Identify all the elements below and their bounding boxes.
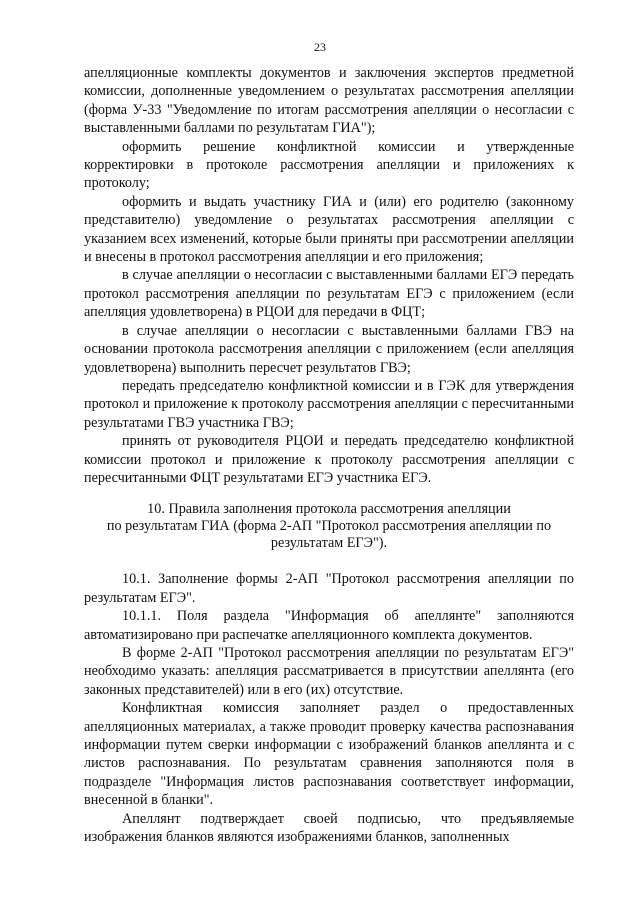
paragraph: оформить решение конфликтной комиссии и утвержденные корректировки в протоколе рассмотрения апелляции и приложениях к протоколу; — [84, 138, 574, 192]
paragraph: Апеллянт подтверждает своей подписью, что предъявляемые изображения бланков являются изображениями бланков, заполненных — [84, 810, 574, 846]
paragraph: принять от руководителя РЦОИ и передать председателю конфликтной комиссии протокол и приложение к протоколу рассмотрения апелляции с пересчитанными ФЦТ результатами ЕГЭ участника ЕГЭ. — [84, 433, 574, 486]
paragraph: в случае апелляции о несогласии с выставленными баллами ЕГЭ передать протокол рассмотрения апелляции по результатам ЕГЭ с приложением (если апелляция удовлетворена) в РЦОИ для передачи в ФЦТ; — [84, 267, 574, 321]
paragraph: оформить и выдать участнику ГИА и (или) его родителю (законному представителю) уведомление о результатах рассмотрения апелляции с указанием всех изменений, которые были приняты при рассмотрении апелляции и внесены в протокол рассмотрения апелляции и его приложения; — [84, 193, 574, 266]
paragraph: В форме 2-АП "Протокол рассмотрения апелляции по результатам ЕГЭ" необходимо указать: апелляция рассматривается в присутствии апеллянта (его законных представителей) или в его (их) отсутствие. — [84, 644, 574, 698]
section-title-line: по результатам ГИА (форма 2-АП "Протокол рассмотрения апелляции по — [106, 518, 552, 535]
document-body — [84, 64, 574, 846]
page-number: 23 — [314, 40, 326, 54]
paragraph: 10.1. Заполнение формы 2-АП "Протокол рассмотрения апелляции по результатам ЕГЭ". — [84, 571, 574, 606]
paragraph: Конфликтная комиссия заполняет раздел о предоставленных апелляционных материалах, а также проводит проверку качества распознавания информации путем сверки информации с изображений бланков апеллянта и с листов распознавания. По результатам сравнения заполняются поля в подразделе "Информация листов распознавания соответствует информации, внесенной в бланки". — [84, 700, 574, 809]
section-title — [84, 501, 574, 552]
paragraph: 10.1.1. Поля раздела "Информация об апеллянте" заполняются автоматизировано при распечатке апелляционного комплекта документов. — [84, 608, 574, 643]
section-title-line: результатам ЕГЭ"). — [270, 535, 388, 552]
paragraph: апелляционные комплекты документов и заключения экспертов предметной комиссии, дополненные уведомлением о результатах рассмотрения апелляции (форма У-33 "Уведомление по итогам рассмотрения апелляции о несогласии с выставленными баллами по результатам ГИА"); — [84, 65, 574, 137]
paragraph: в случае апелляции о несогласии с выставленными баллами ГВЭ на основании протокола рассмотрения апелляции с приложением (если апелляция удовлетворена) выполнить пересчет результатов ГВЭ; — [84, 322, 574, 376]
section-title-line: 10. Правила заполнения протокола рассмотрения апелляции — [147, 501, 511, 518]
paragraph: передать председателю конфликтной комиссии и в ГЭК для утверждения протокол и приложение к протоколу рассмотрения апелляции с пересчитанными результатами ГВЭ участника ГВЭ; — [84, 377, 574, 431]
